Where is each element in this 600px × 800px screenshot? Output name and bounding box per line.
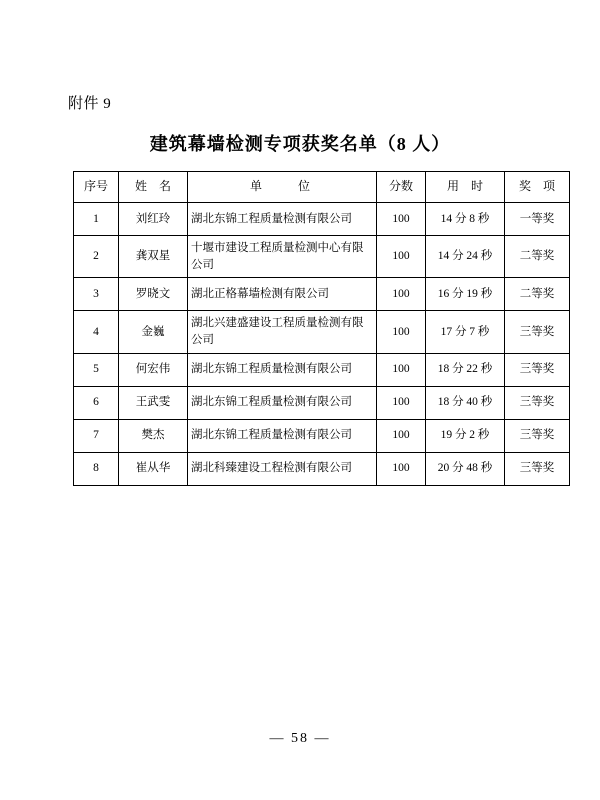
cell-prize: 三等奖 — [505, 353, 570, 386]
cell-time: 19 分 2 秒 — [426, 419, 505, 452]
table-header — [74, 172, 570, 203]
table-row — [74, 386, 570, 419]
cell-time: 17 分 7 秒 — [426, 311, 505, 353]
cell-unit: 湖北兴建盛建设工程质量检测有限公司 — [188, 311, 377, 353]
cell-score: 100 — [377, 236, 426, 278]
cell-name: 王武雯 — [119, 386, 188, 419]
cell-prize: 三等奖 — [505, 311, 570, 353]
cell-time: 14 分 8 秒 — [426, 203, 505, 236]
cell-name: 崔从华 — [119, 452, 188, 485]
page-title: 建筑幕墙检测专项获奖名单（8 人） — [149, 134, 451, 154]
column-header-seq: 序号 — [74, 172, 119, 203]
cell-unit: 湖北正格幕墙检测有限公司 — [188, 278, 377, 311]
column-header-prize: 奖 项 — [505, 172, 570, 203]
cell-name: 何宏伟 — [119, 353, 188, 386]
column-header-score: 分数 — [377, 172, 426, 203]
cell-prize: 二等奖 — [505, 278, 570, 311]
cell-prize: 二等奖 — [505, 236, 570, 278]
cell-unit: 湖北东锦工程质量检测有限公司 — [188, 203, 377, 236]
cell-time: 14 分 24 秒 — [426, 236, 505, 278]
page-number: — 58 — — [269, 731, 331, 746]
cell-prize: 三等奖 — [505, 452, 570, 485]
cell-score: 100 — [377, 452, 426, 485]
table-row — [74, 452, 570, 485]
cell-time: 18 分 22 秒 — [426, 353, 505, 386]
cell-seq: 4 — [74, 311, 119, 353]
cell-name: 金巍 — [119, 311, 188, 353]
cell-name: 龚双星 — [119, 236, 188, 278]
cell-seq: 3 — [74, 278, 119, 311]
cell-score: 100 — [377, 311, 426, 353]
table-row — [74, 419, 570, 452]
award-list-table — [73, 171, 570, 486]
table-body — [74, 203, 570, 486]
cell-prize: 三等奖 — [505, 386, 570, 419]
cell-score: 100 — [377, 353, 426, 386]
cell-unit: 湖北东锦工程质量检测有限公司 — [188, 386, 377, 419]
table-row — [74, 278, 570, 311]
table-row — [74, 353, 570, 386]
cell-seq: 5 — [74, 353, 119, 386]
cell-prize: 一等奖 — [505, 203, 570, 236]
cell-name: 刘红玲 — [119, 203, 188, 236]
cell-time: 16 分 19 秒 — [426, 278, 505, 311]
cell-time: 18 分 40 秒 — [426, 386, 505, 419]
column-header-unit: 单 位 — [188, 172, 377, 203]
table-row — [74, 311, 570, 353]
cell-score: 100 — [377, 278, 426, 311]
cell-unit: 湖北科臻建设工程检测有限公司 — [188, 452, 377, 485]
cell-unit: 十堰市建设工程质量检测中心有限公司 — [188, 236, 377, 278]
column-header-time: 用 时 — [426, 172, 505, 203]
cell-score: 100 — [377, 203, 426, 236]
table-row — [74, 236, 570, 278]
cell-unit: 湖北东锦工程质量检测有限公司 — [188, 419, 377, 452]
cell-time: 20 分 48 秒 — [426, 452, 505, 485]
cell-seq: 7 — [74, 419, 119, 452]
cell-name: 樊杰 — [119, 419, 188, 452]
cell-seq: 1 — [74, 203, 119, 236]
column-header-name: 姓 名 — [119, 172, 188, 203]
cell-seq: 6 — [74, 386, 119, 419]
cell-unit: 湖北东锦工程质量检测有限公司 — [188, 353, 377, 386]
cell-seq: 8 — [74, 452, 119, 485]
cell-name: 罗晓文 — [119, 278, 188, 311]
table-header-row — [74, 172, 570, 203]
cell-seq: 2 — [74, 236, 119, 278]
cell-prize: 三等奖 — [505, 419, 570, 452]
cell-score: 100 — [377, 419, 426, 452]
attachment-label: 附件 9 — [68, 96, 112, 112]
cell-score: 100 — [377, 386, 426, 419]
table-row — [74, 203, 570, 236]
